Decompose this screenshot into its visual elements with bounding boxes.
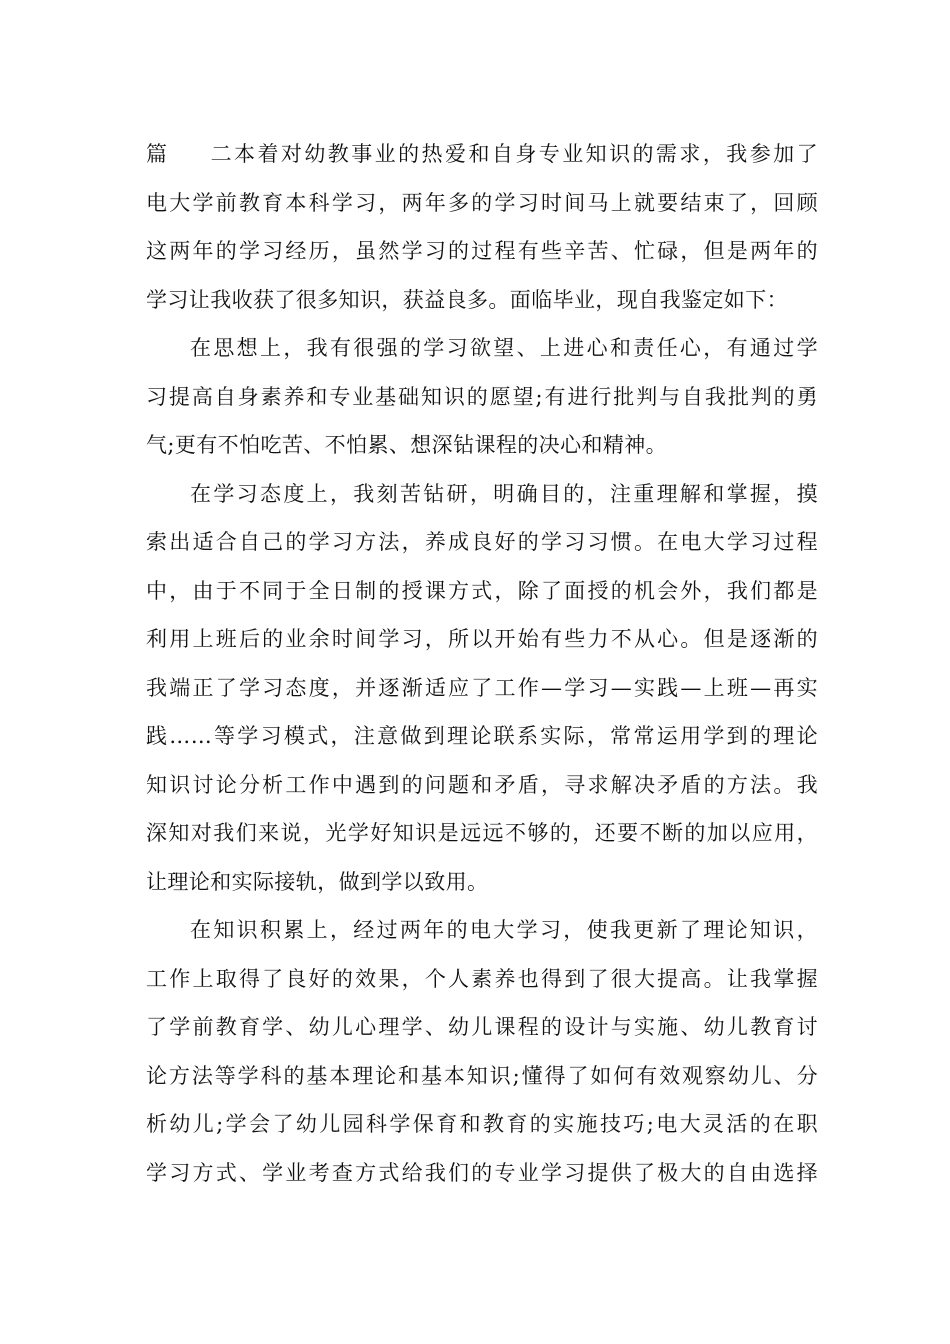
paragraph-line: 让理论和实际接轨，做到学以致用。 — [146, 869, 489, 894]
paragraph-line — [146, 130, 818, 179]
paragraph-line: 利用上班后的业余时间学习，所以开始有些力不从心。但是逐渐的 — [146, 627, 818, 651]
paragraph-knowledge — [146, 906, 818, 1197]
line-text: 本着对幼教事业的热爱和自身专业知识的需求，我参加了 — [232, 142, 818, 166]
paragraph-line: 中，由于不同于全日制的授课方式，除了面授的机会外，我们都是 — [146, 578, 818, 603]
paragraph-line: 论方法等学科的基本理论和基本知识;懂得了如何有效观察幼儿、分 — [146, 1063, 818, 1088]
paragraph-line: 在学习态度上，我刻苦钻研，明确目的，注重理解和掌握，摸 — [190, 481, 818, 506]
paragraph-line: 索出适合自己的学习方法，养成良好的学习习惯。在电大学习过程 — [146, 530, 818, 554]
paragraph-line: 电大学前教育本科学习，两年多的学习时间马上就要结束了，回顾 — [146, 190, 818, 215]
paragraph-line: 工作上取得了良好的效果，个人素养也得到了很大提高。让我掌握 — [146, 966, 818, 991]
paragraph-line: 在知识积累上，经过两年的电大学习，使我更新了理论知识， — [190, 918, 818, 942]
paragraph-line: 气;更有不怕吃苦、不怕累、想深钻课程的决心和精神。 — [146, 433, 668, 457]
document-page — [146, 130, 818, 1197]
paragraph-line: 习提高自身素养和专业基础知识的愿望;有进行批判与自我批判的勇 — [146, 384, 818, 409]
paragraph-line: 我端正了学习态度，并逐渐适应了工作—学习—实践—上班—再实 — [146, 675, 818, 700]
section-label: 篇二 — [146, 142, 232, 166]
paragraph-line: 析幼儿;学会了幼儿园科学保育和教育的实施技巧;电大灵活的在职 — [146, 1112, 818, 1136]
paragraph-attitude — [146, 470, 818, 907]
paragraph-thought — [146, 324, 818, 470]
paragraph-line: 知识讨论分析工作中遇到的问题和矛盾，寻求解决矛盾的方法。我 — [146, 772, 818, 797]
paragraph-line: 深知对我们来说，光学好知识是远远不够的，还要不断的加以应用， — [146, 821, 818, 845]
paragraph-line: 学习让我收获了很多知识，获益良多。面临毕业，现自我鉴定如下： — [146, 287, 788, 312]
paragraph-line: 学习方式、学业考查方式给我们的专业学习提供了极大的自由选择 — [146, 1160, 818, 1185]
paragraph-line: 了学前教育学、幼儿心理学、幼儿课程的设计与实施、幼儿教育讨 — [146, 1015, 818, 1039]
paragraph-intro — [146, 130, 818, 324]
paragraph-line: 在思想上，我有很强的学习欲望、上进心和责任心，有通过学 — [190, 336, 818, 360]
paragraph-line: 这两年的学习经历，虽然学习的过程有些辛苦、忙碌，但是两年的 — [146, 239, 818, 263]
paragraph-line: 践……等学习模式，注意做到理论联系实际，常常运用学到的理论 — [146, 724, 818, 748]
